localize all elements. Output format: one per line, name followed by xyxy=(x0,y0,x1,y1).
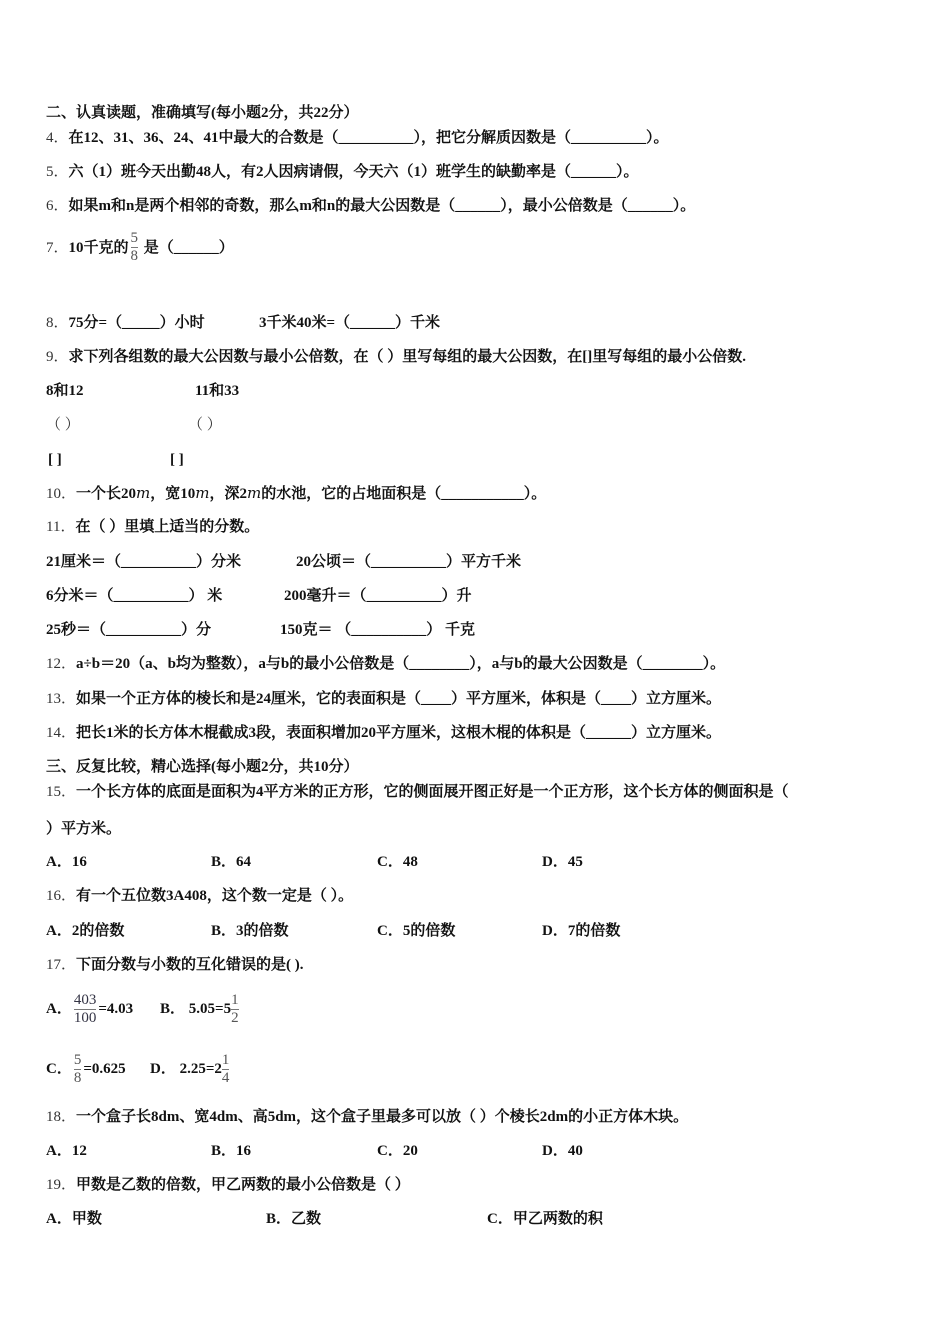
question-9 xyxy=(46,347,746,367)
section-3-heading: 三、反复比较，精心选择(每小题2分，共10分） xyxy=(46,759,359,775)
q11-row2-a: 6分米＝（__________） 米 xyxy=(46,588,223,604)
group-2-label: 11和33 xyxy=(195,383,240,399)
question-19 xyxy=(46,1175,410,1195)
denominator: 8 xyxy=(130,248,139,264)
question-6 xyxy=(46,196,695,216)
gcd-blank-2: （ ） xyxy=(188,417,222,433)
question-11 xyxy=(46,517,259,537)
question-10 xyxy=(46,483,546,504)
question-number: 5． xyxy=(46,164,69,180)
question-number: 14． xyxy=(46,725,77,741)
option-c[interactable]: C．20 xyxy=(377,1143,418,1159)
question-text: 一个长20 xyxy=(76,486,137,502)
option-d[interactable]: D．7的倍数 xyxy=(542,923,621,939)
question-number: 7． xyxy=(46,240,69,256)
option-a[interactable]: A．甲数 xyxy=(46,1211,102,1227)
denominator: 2 xyxy=(231,1010,239,1027)
option-b[interactable]: B．3的倍数 xyxy=(211,923,289,939)
question-number: 10． xyxy=(46,486,77,502)
option-b[interactable] xyxy=(160,985,239,1033)
question-13 xyxy=(46,689,721,709)
question-text: 六（1）班今天出勤48人，有2人因病请假，今天六（1）班学生的缺勤率是（______）。 xyxy=(68,164,639,180)
q11-row1-a: 21厘米＝（__________）分米 xyxy=(46,554,242,570)
option-a[interactable]: A．2的倍数 xyxy=(46,923,125,939)
question-15 xyxy=(46,782,789,802)
option-a[interactable]: A．12 xyxy=(46,1143,87,1159)
option-label: C． xyxy=(46,1061,72,1077)
question-text: 下面分数与小数的互化错误的是( ). xyxy=(76,957,304,973)
option-text: 2.25=2 xyxy=(179,1061,222,1077)
numerator: 5 xyxy=(73,1052,82,1069)
question-15-line2: ）平方米。 xyxy=(46,821,122,837)
question-text: 求下列各组数的最大公因数与最小公倍数，在（ ）里写每组的最大公因数，在[]里写每组的最小公倍数. xyxy=(68,349,747,365)
option-a[interactable] xyxy=(46,985,133,1033)
option-text: =4.03 xyxy=(98,1001,134,1017)
option-text: 5.05=5 xyxy=(188,1001,232,1017)
question-18 xyxy=(46,1107,688,1127)
question-number: 12． xyxy=(46,656,77,672)
question-12 xyxy=(46,654,725,674)
option-label: B． xyxy=(160,1001,186,1017)
fraction xyxy=(231,992,239,1027)
question-4 xyxy=(46,128,669,148)
option-text: =0.625 xyxy=(83,1061,126,1077)
question-17 xyxy=(46,955,304,975)
lcm-blank-2: [ ] xyxy=(170,452,184,468)
fraction xyxy=(74,1052,82,1087)
q11-row3-a: 25秒＝（__________）分 xyxy=(46,622,212,638)
option-b[interactable]: B．乙数 xyxy=(266,1211,322,1227)
option-b[interactable]: B．16 xyxy=(211,1143,252,1159)
question-number: 17． xyxy=(46,957,77,973)
question-14 xyxy=(46,723,721,743)
question-8 xyxy=(46,313,205,333)
option-c[interactable]: C．甲乙两数的积 xyxy=(487,1211,603,1227)
q11-row3-b: 150克＝ （__________） 千克 xyxy=(280,622,476,638)
numerator: 1 xyxy=(231,992,239,1009)
question-text: 一个盒子长8dm、宽4dm、高5dm，这个盒子里最多可以放（ ）个棱长2dm的小正方体木块。 xyxy=(76,1109,689,1125)
fraction xyxy=(131,230,139,265)
option-a[interactable]: A．16 xyxy=(46,854,87,870)
numerator: 5 xyxy=(130,230,139,246)
option-c[interactable]: C．48 xyxy=(377,854,418,870)
question-number: 13． xyxy=(46,691,77,707)
numerator: 1 xyxy=(221,1052,230,1069)
question-text: 在12、31、36、24、41中最大的合数是（__________），把它分解质因数是（__________）。 xyxy=(68,130,669,146)
question-7 xyxy=(46,230,234,265)
denominator: 4 xyxy=(221,1070,230,1087)
question-text: ，宽10 xyxy=(150,486,196,502)
question-number: 16． xyxy=(46,888,77,904)
fraction xyxy=(74,992,97,1027)
unit-m: m xyxy=(195,484,210,502)
question-text: 在（ ）里填上适当的分数。 xyxy=(75,519,260,535)
fraction xyxy=(222,1052,230,1087)
question-number: 9． xyxy=(46,349,69,365)
option-label: D． xyxy=(150,1061,176,1077)
q11-row1-b: 20公顷＝（__________）平方千米 xyxy=(296,554,522,570)
question-text: 10千克的 xyxy=(68,240,129,256)
question-text: 如果m和n是两个相邻的奇数，那么m和n的最大公因数是（______），最小公倍数是（______）。 xyxy=(68,198,696,214)
question-number: 4． xyxy=(46,130,69,146)
question-text: 是（______） xyxy=(143,240,234,256)
option-d[interactable]: D．45 xyxy=(542,854,583,870)
question-8-part-b: 3千米40米=（______）千米 xyxy=(259,315,441,331)
question-text: 把长1米的长方体木棍截成3段，表面积增加20平方厘米，这根木棍的体积是（______）立方厘米。 xyxy=(76,725,722,741)
option-d[interactable] xyxy=(150,1045,229,1093)
question-text: 一个长方体的底面是面积为4平方米的正方形，它的侧面展开图正好是一个正方形，这个长方体的侧面积是（ xyxy=(76,784,789,800)
question-5 xyxy=(46,162,639,182)
unit-m: m xyxy=(247,484,262,502)
question-number: 15． xyxy=(46,784,77,800)
question-number: 11． xyxy=(46,519,76,535)
q11-row2-b: 200毫升＝（__________）升 xyxy=(284,588,472,604)
option-label: A． xyxy=(46,1001,72,1017)
option-b[interactable]: B．64 xyxy=(211,854,252,870)
question-16 xyxy=(46,886,353,906)
question-number: 18． xyxy=(46,1109,77,1125)
denominator: 8 xyxy=(73,1070,82,1087)
question-text: 有一个五位数3A408，这个数一定是（ ）。 xyxy=(76,888,354,904)
question-text: 的水池，它的占地面积是（___________）。 xyxy=(261,486,547,502)
lcm-blank-1: [ ] xyxy=(48,452,62,468)
option-d[interactable]: D．40 xyxy=(542,1143,583,1159)
question-number: 8． xyxy=(46,315,69,331)
question-part-a: 75分=（_____）小时 xyxy=(68,315,205,331)
question-text: 如果一个正方体的棱长和是24厘米，它的表面积是（____）平方厘米，体积是（____）立方厘米。 xyxy=(76,691,722,707)
question-text: ，深2 xyxy=(209,486,248,502)
option-c[interactable]: C．5的倍数 xyxy=(377,923,456,939)
option-c[interactable] xyxy=(46,1045,126,1093)
numerator: 403 xyxy=(73,992,97,1009)
question-number: 19． xyxy=(46,1177,77,1193)
gcd-blank-1: （ ） xyxy=(46,417,80,433)
question-text: a÷b＝20（a、b均为整数），a与b的最小公倍数是（________），a与b的最大公因数是（________）。 xyxy=(76,656,726,672)
question-number: 6． xyxy=(46,198,69,214)
unit-m: m xyxy=(136,484,151,502)
group-1-label: 8和12 xyxy=(46,383,84,399)
section-2-heading: 二、认真读题，准确填写(每小题2分，共22分） xyxy=(46,105,359,121)
denominator: 100 xyxy=(73,1010,97,1027)
question-text: 甲数是乙数的倍数，甲乙两数的最小公倍数是（ ） xyxy=(76,1177,410,1193)
